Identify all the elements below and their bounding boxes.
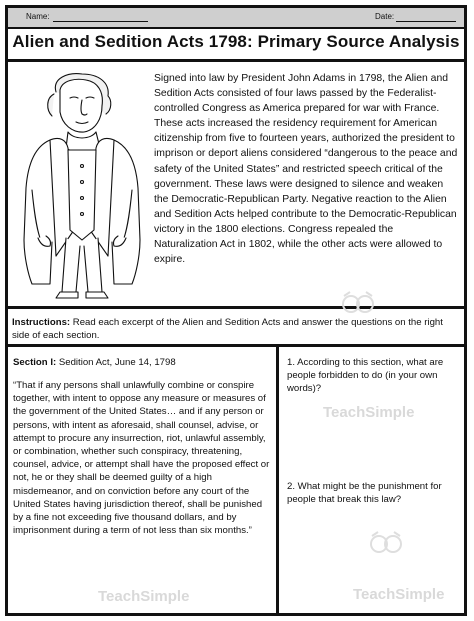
name-blank[interactable] [53, 21, 148, 22]
date-label: Date: [375, 12, 395, 21]
section-heading [13, 357, 176, 368]
question-1: 1. According to this section, what are people forbidden to do (in your own words)? [287, 357, 444, 395]
watermark: TeachSimple [98, 588, 190, 605]
name-date-bar [8, 8, 464, 29]
date-blank[interactable] [396, 21, 456, 22]
instructions-label: Instructions: [12, 317, 71, 328]
divider [8, 306, 464, 309]
column-divider [276, 347, 279, 613]
president-portrait [16, 70, 148, 302]
watermark: TeachSimple [323, 404, 415, 421]
question-2: 2. What might be the punishment for people that break this law? [287, 481, 442, 506]
instructions [12, 316, 462, 342]
watermark-logo-icon [366, 528, 406, 564]
section-label: Section I: [13, 357, 57, 368]
section-excerpt: “That if any persons shall unlawfully combine or conspire together, with intent to oppose any measure or measures of the government of the United States… and if any person or persons, with intent as aforesaid, shall counsel, advise, or attempt to procure any insurrection, riot, unlawful assembly, or combination, whether such conspiracy, threatening, counsel, advice, or attempt shall have the proposed effect or not, he or they shall be deemed guilty of a high misdemeanor, and on conviction before any court of the United States having jurisdiction thereof, shall be punished by a fine not exceeding five thousand dollars, and by imprisonment during a term of not less than six months.” [13, 380, 270, 537]
section-title: Sedition Act, June 14, 1798 [56, 357, 176, 368]
watermark: TeachSimple [353, 586, 445, 603]
worksheet-page [5, 5, 467, 616]
page-title: Alien and Sedition Acts 1798: Primary Source Analysis [12, 32, 460, 51]
instructions-text: Read each excerpt of the Alien and Sedition Acts and answer the questions on the right side of each section. [12, 317, 443, 341]
intro-paragraph: Signed into law by President John Adams in 1798, the Alien and Sedition Acts consisted of four laws passed by the Federalist-controlled Congress as America prepared for war with France. These acts increased the residency requirement for American citizenship from five to fourteen years, authorized the president to imprison or deport aliens considered “dangerous to the peace and safety of the United States” and restricted speech critical of the government. These laws were designed to silence and weaken the Democratic-Republican Party. Negative reaction to the Alien and Sedition Acts helped contribute to the Democratic-Republican victory in the 1800 elections. Congress repealed the Naturalization Act in 1802, while the other acts were allowed to expire. [154, 73, 458, 266]
divider [8, 344, 464, 347]
watermark-logo-icon [338, 288, 378, 324]
name-label: Name: [26, 12, 50, 21]
divider [8, 59, 464, 62]
